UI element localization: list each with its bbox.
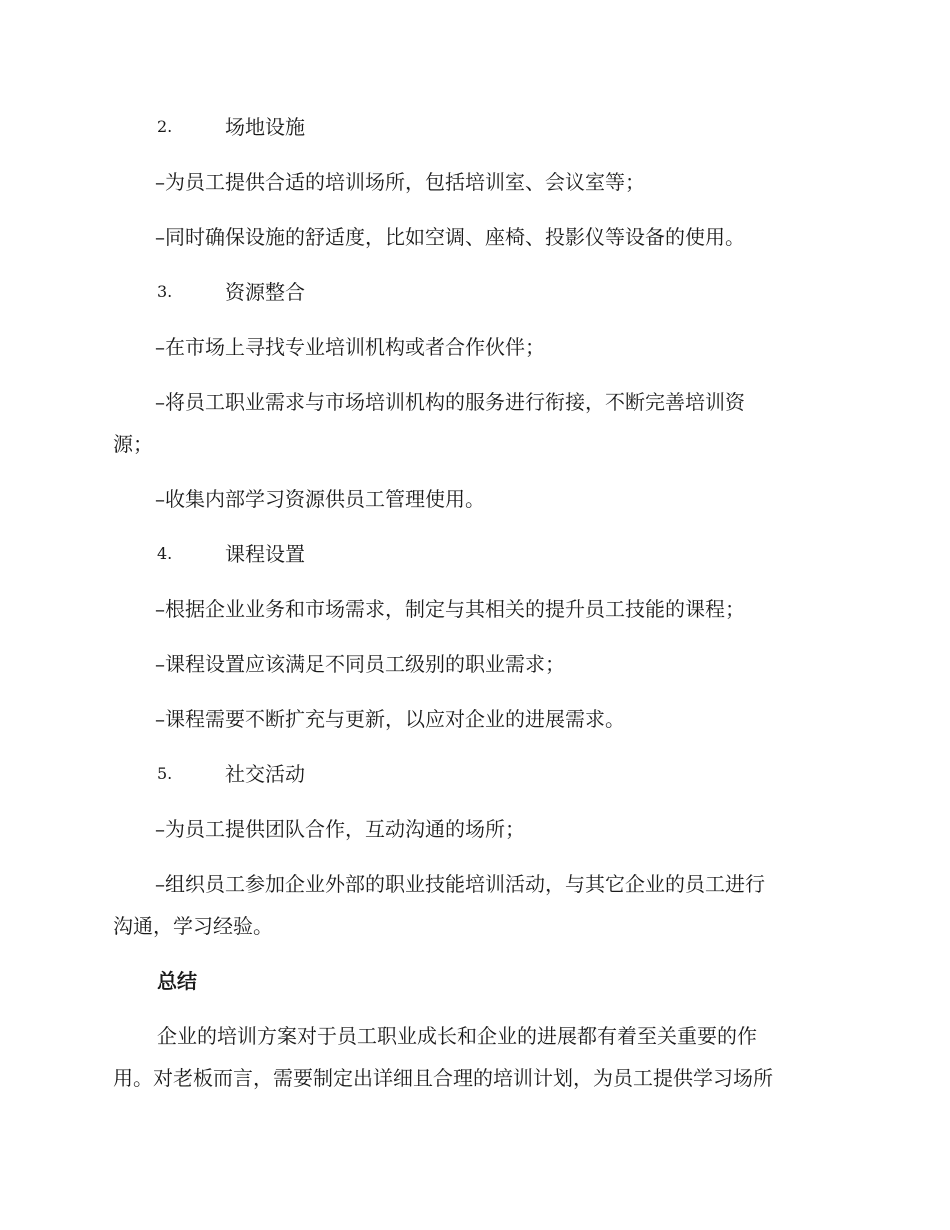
list-item-continuation: 源； <box>113 432 153 456</box>
list-item: –同时确保设施的舒适度，比如空调、座椅、投影仪等设备的使用。 <box>155 225 745 249</box>
section-title: 资源整合 <box>225 280 305 304</box>
section-number: 2. <box>157 117 173 136</box>
section-number: 5. <box>157 764 173 783</box>
list-item: –收集内部学习资源供员工管理使用。 <box>155 487 485 511</box>
list-item-continuation: 沟通，学习经验。 <box>113 914 273 938</box>
list-item: –在市场上寻找专业培训机构或者合作伙伴； <box>155 335 545 359</box>
section-number: 3. <box>157 282 173 301</box>
section-title: 课程设置 <box>225 542 305 566</box>
list-item: –将员工职业需求与市场培训机构的服务进行衔接，不断完善培训资 <box>155 390 745 414</box>
section-title: 场地设施 <box>225 115 305 139</box>
list-item: –课程设置应该满足不同员工级别的职业需求； <box>155 652 565 676</box>
summary-heading: 总结 <box>157 969 197 993</box>
summary-paragraph-line: 企业的培训方案对于员工职业成长和企业的进展都有着至关重要的作 <box>157 1024 757 1048</box>
section-title: 社交活动 <box>225 762 305 786</box>
list-item: –为员工提供团队合作，互动沟通的场所； <box>155 817 525 841</box>
list-item: –课程需要不断扩充与更新，以应对企业的进展需求。 <box>155 707 625 731</box>
section-number: 4. <box>157 544 173 563</box>
summary-paragraph-line: 用。对老板而言，需要制定出详细且合理的培训计划，为员工提供学习场所 <box>113 1066 773 1090</box>
list-item: –根据企业业务和市场需求，制定与其相关的提升员工技能的课程； <box>155 597 745 621</box>
list-item: –为员工提供合适的培训场所，包括培训室、会议室等； <box>155 170 645 194</box>
list-item: –组织员工参加企业外部的职业技能培训活动，与其它企业的员工进行 <box>155 872 765 896</box>
